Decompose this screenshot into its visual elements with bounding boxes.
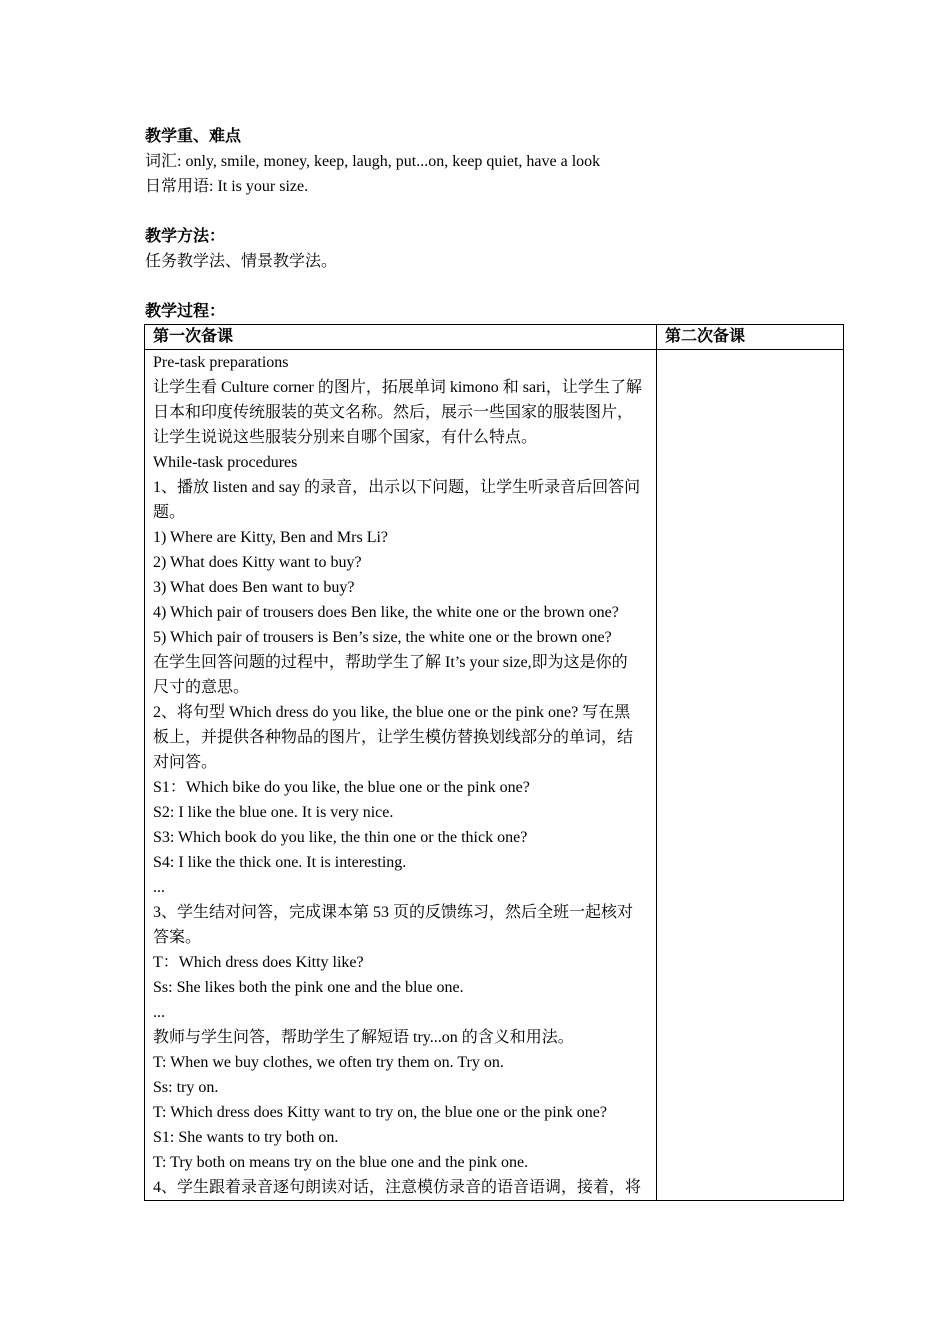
focus-line-expressions: 日常用语: It is your size. — [145, 178, 309, 195]
lesson-line: 日本和印度传统服装的英文名称。然后，展示一些国家的服装图片， — [153, 404, 634, 421]
lesson-line: 3、学生结对问答，完成课本第 53 页的反馈练习，然后全班一起核对 — [153, 904, 634, 921]
lesson-line: 让学生说说这些服装分别来自哪个国家，有什么特点。 — [153, 429, 538, 446]
lesson-line: T: Which dress does Kitty want to try on, the blue one or the pink one? — [153, 1104, 607, 1121]
lesson-line: S4: I like the thick one. It is interesting. — [153, 854, 407, 871]
lesson-line: 5) Which pair of trousers is Ben’s size, the white one or the brown one? — [153, 629, 612, 646]
lesson-line: S3: Which book do you like, the thin one or the thick one? — [153, 829, 528, 846]
lesson-line: 2) What does Kitty want to buy? — [153, 554, 362, 571]
focus-title: 教学重、难点 — [145, 128, 242, 145]
lesson-plan-table — [144, 324, 844, 1201]
lesson-line: 板上，并提供各种物品的图片，让学生模仿替换划线部分的单词，结 — [153, 729, 634, 746]
lesson-line: While-task procedures — [153, 454, 298, 471]
document-page — [145, 124, 845, 1201]
lesson-line: 题。 — [153, 504, 186, 521]
lesson-line: S2: I like the blue one. It is very nice. — [153, 804, 394, 821]
process-title: 教学过程： — [145, 303, 226, 320]
lesson-line: 3) What does Ben want to buy? — [153, 579, 355, 596]
lesson-line: T: Try both on means try on the blue one and the pink one. — [153, 1154, 529, 1171]
method-title: 教学方法： — [145, 228, 226, 245]
lesson-line: Pre-task preparations — [153, 354, 289, 371]
lesson-line: 2、将句型 Which dress do you like, the blue one or the pink one? 写在黑 — [153, 704, 631, 721]
lesson-line: S1：Which bike do you like, the blue one or the pink one? — [153, 779, 530, 796]
lesson-line: ... — [153, 1004, 165, 1021]
lesson-line: 对问答。 — [153, 754, 218, 771]
lesson-line: 答案。 — [153, 929, 202, 946]
first-prep-cell — [145, 350, 657, 1201]
second-prep-cell — [657, 350, 844, 1201]
lesson-line: 让学生看 Culture corner 的图片，拓展单词 kimono 和 sari，让学生了解 — [153, 379, 642, 396]
focus-line-vocab: 词汇: only, smile, money, keep, laugh, put...on, keep quiet, have a look — [145, 153, 601, 170]
lesson-line: 在学生回答问题的过程中，帮助学生了解 It’s your size,即为这是你的 — [153, 654, 628, 671]
lesson-line: 4) Which pair of trousers does Ben like, the white one or the brown one? — [153, 604, 619, 621]
header-second-prep: 第二次备课 — [657, 325, 844, 350]
lesson-line: T：Which dress does Kitty like? — [153, 954, 364, 971]
lesson-line: S1: She wants to try both on. — [153, 1129, 339, 1146]
lesson-line: T: When we buy clothes, we often try them on. Try on. — [153, 1054, 504, 1071]
method-line: 任务教学法、情景教学法。 — [145, 253, 338, 270]
lesson-lines — [153, 350, 648, 1200]
lesson-line: 教师与学生问答，帮助学生了解短语 try...on 的含义和用法。 — [153, 1029, 574, 1046]
header-first-prep: 第一次备课 — [145, 325, 657, 350]
lesson-line: 4、学生跟着录音逐句朗读对话，注意模仿录音的语音语调，接着，将 — [153, 1179, 642, 1196]
lesson-line: Ss: She likes both the pink one and the blue one. — [153, 979, 464, 996]
lesson-line: 尺寸的意思。 — [153, 679, 250, 696]
lesson-line: Ss: try on. — [153, 1079, 219, 1096]
lesson-line: ... — [153, 879, 165, 896]
lesson-line: 1) Where are Kitty, Ben and Mrs Li? — [153, 529, 389, 546]
lesson-line: 1、播放 listen and say 的录音，出示以下问题，让学生听录音后回答问 — [153, 479, 641, 496]
